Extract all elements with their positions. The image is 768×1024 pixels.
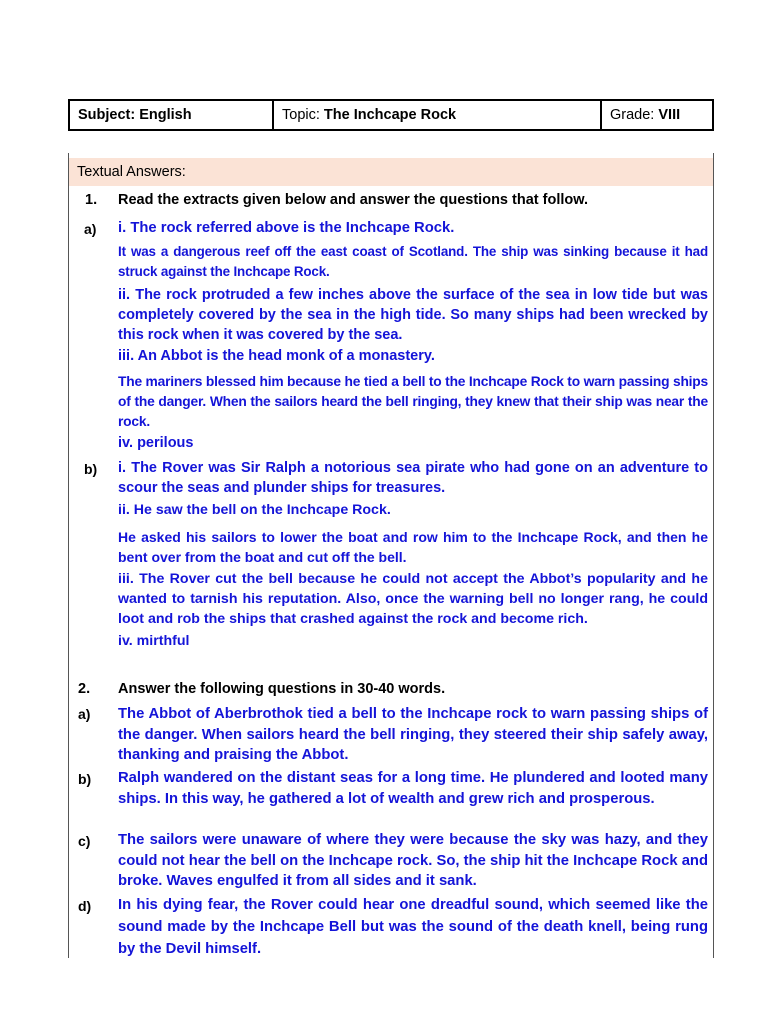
q1b-label: b) [84, 461, 98, 477]
subject-cell [70, 101, 272, 129]
q1a-i: i. The rock referred above is the Inchcape Rock. [118, 220, 455, 236]
q2a-label: a) [78, 706, 91, 722]
q1a-iii: iii. An Abbot is the head monk of a monastery. [118, 348, 435, 364]
q2b-label: b) [78, 771, 92, 787]
q2a-answer: The Abbot of Aberbrothok tied a bell to the Inchcape rock to warn passing ships of the danger. When sailors heard the bell ringing, they steered their ship safely away, thanking and praising the Abbot. [118, 706, 708, 763]
q1a-label: a) [84, 221, 97, 237]
q1b-i: i. The Rover was Sir Ralph a notorious sea pirate who had gone on an adventure to scour the seas and plunder ships for treasures. [118, 460, 708, 496]
grade-value: VIII [658, 107, 681, 123]
grade-label: Grade: [610, 107, 655, 123]
q1a-i-detail: It was a dangerous reef off the east coast of Scotland. The ship was sinking because it had struck against the Inchcape Rock. [118, 244, 708, 279]
topic-cell [272, 101, 600, 129]
q1b-iv: iv. mirthful [118, 633, 190, 649]
q1a-iii-detail: The mariners blessed him because he tied a bell to the Inchcape Rock to warn passing ships of the danger. When the sailors heard the bell ringing, they knew that their ship was near the rock. [118, 374, 709, 429]
topic-value: The Inchcape Rock [323, 107, 457, 123]
q2-number: 2. [78, 681, 91, 697]
subject-label: Subject: [78, 107, 136, 123]
topic-label: Topic: [282, 107, 320, 123]
header-table [68, 99, 714, 131]
q2c-answer: The sailors were unaware of where they were because the sky was hazy, and they could not hear the bell on the Inchcape rock. So, the ship hit the Inchcape Rock and broke. Waves engulfed it from all sides and it sank. [118, 832, 708, 889]
q1b-ii-detail: He asked his sailors to lower the boat and row him to the Inchcape Rock, and then he bent over from the boat and cut off the bell. [118, 529, 708, 565]
q2d-label: d) [78, 898, 92, 914]
q2b-answer: Ralph wandered on the distant seas for a long time. He plundered and looted many ships. In this way, he gathered a lot of wealth and grew rich and prosperous. [118, 770, 708, 807]
q1a-ii: ii. The rock protruded a few inches above the surface of the sea in low tide but was completely covered by the sea in the high tide. So many ships had been wrecked by this rock when it was covered by the sea. [118, 287, 708, 343]
q2-question: Answer the following questions in 30-40 words. [118, 681, 446, 697]
subject-value: English [139, 107, 192, 123]
section-title: Textual Answers: [69, 158, 713, 186]
q1b-ii: ii. He saw the bell on the Inchcape Rock. [118, 502, 391, 518]
q1a-iv: iv. perilous [118, 435, 194, 451]
q1b-iii: iii. The Rover cut the bell because he could not accept the Abbot’s popularity and he wanted to tarnish his reputation. Also, once the warning bell no longer rang, he could loot and rob the ships that crashed against the rock and become rich. [118, 571, 708, 627]
q2c-label: c) [78, 833, 91, 849]
q1-number: 1. [85, 192, 98, 208]
grade-cell [600, 101, 712, 129]
q1-question: Read the extracts given below and answer the questions that follow. [118, 192, 588, 208]
q2d-answer: In his dying fear, the Rover could hear one dreadful sound, which seemed like the sound made by the Inchcape Bell but was the sound of the death knell, being rung by the Devil himself. [118, 897, 708, 957]
